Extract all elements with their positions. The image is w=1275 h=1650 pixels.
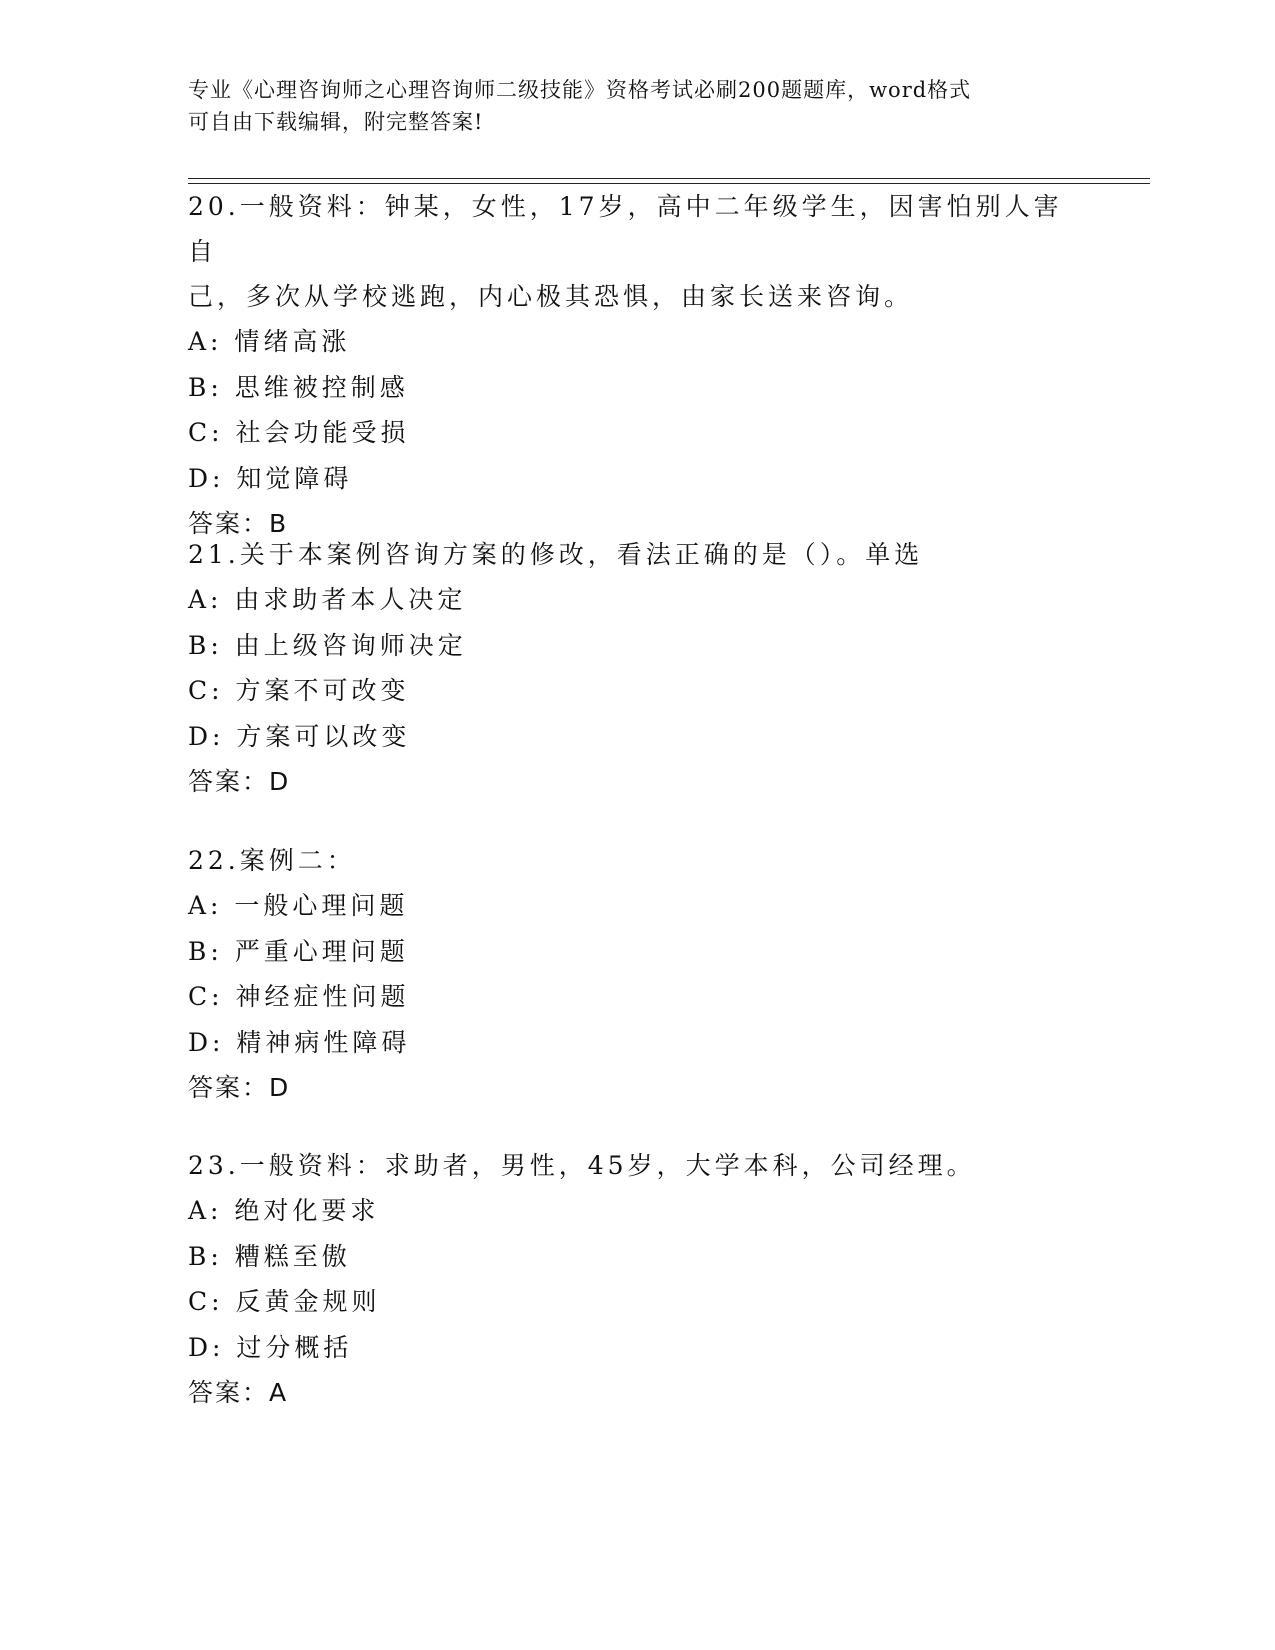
option-d: D: 过分概括 [188,1332,353,1362]
answer-value: B [269,509,289,538]
option-a: A: 绝对化要求 [188,1196,380,1225]
question-stem-line: 20.一般资料：钟某，女性，17岁，高中二年级学生，因害怕别人害自 [188,192,1063,266]
question-21 [188,532,1088,804]
answer-value: D [269,767,291,796]
answer-label: 答案： [188,509,270,538]
option-a: A: 情绪高涨 [188,327,351,356]
header-divider-top [188,178,1150,179]
question-23 [188,1143,1088,1415]
question-stem-line: 22.案例二： [188,846,356,875]
answer-line [188,1370,1088,1415]
answer-value: D [269,1073,291,1102]
answer-label: 答案： [188,767,270,796]
option-c: C: 方案不可改变 [188,676,410,705]
option-b: B: 严重心理问题 [188,936,409,966]
answer-label: 答案： [188,1073,270,1102]
answer-line [188,1065,1088,1110]
option-c: C: 反黄金规则 [188,1287,381,1316]
option-b: B: 糟糕至傲 [188,1241,351,1271]
option-c: C: 神经症性问题 [188,982,410,1011]
question-20 [188,184,1088,546]
question-stem-line: 23.一般资料：求助者，男性，45岁，大学本科，公司经理。 [188,1151,976,1180]
answer-value: A [269,1378,289,1407]
option-b: B: 由上级咨询师决定 [188,630,467,660]
option-d: D: 方案可以改变 [188,721,411,751]
answer-line [188,759,1088,804]
option-a: A: 由求助者本人决定 [188,585,467,614]
question-22 [188,838,1088,1110]
answer-label: 答案： [188,1378,270,1407]
option-a: A: 一般心理问题 [188,891,409,920]
option-b: B: 思维被控制感 [188,372,409,402]
question-stem-line: 己，多次从学校逃跑，内心极其恐惧，由家长送来咨询。 [188,282,914,311]
option-d: D: 精神病性障碍 [188,1027,411,1057]
option-d: D: 知觉障碍 [188,463,353,493]
header-line-1: 专业《心理咨询师之心理咨询师二级技能》资格考试必刷200题题库，word格式 [188,78,972,102]
option-c: C: 社会功能受损 [188,418,410,447]
header-line-2: 可自由下载编辑，附完整答案! [188,110,484,134]
question-stem-line: 21.关于本案例咨询方案的修改，看法正确的是（）。单选 [188,540,924,569]
document-header [188,74,1088,138]
